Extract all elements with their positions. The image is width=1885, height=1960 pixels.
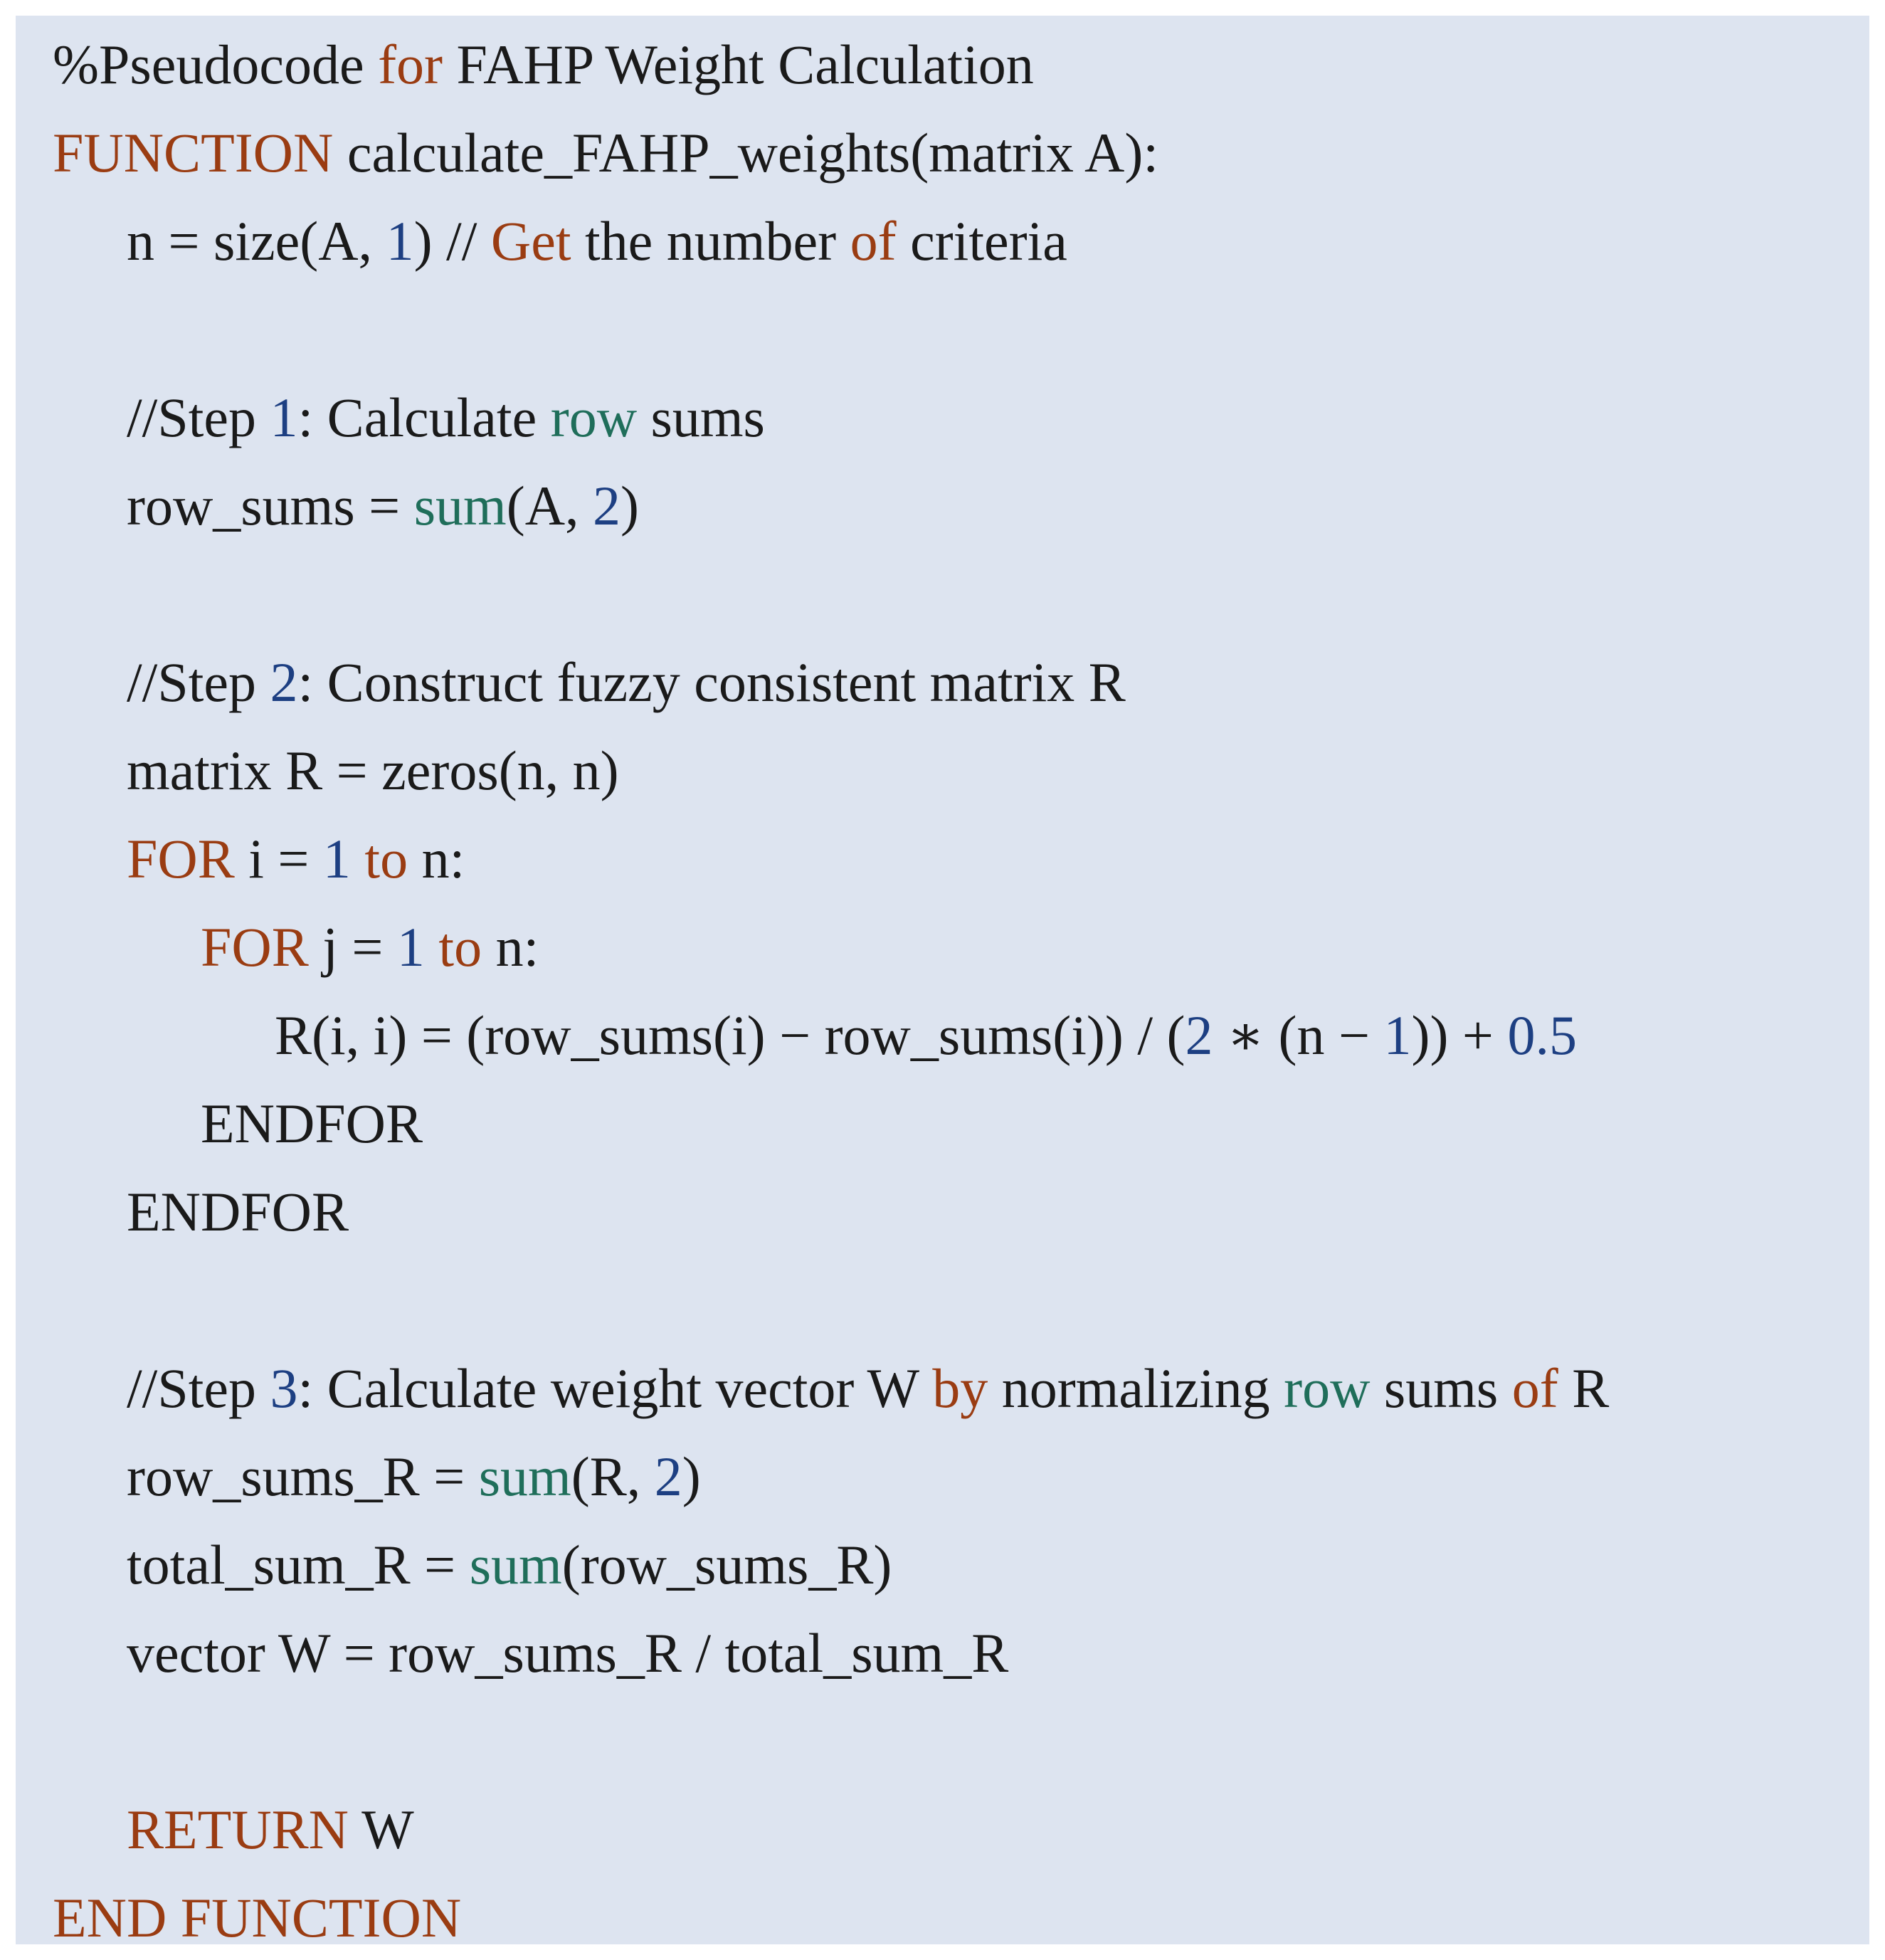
code-token: the number xyxy=(571,210,850,272)
code-line xyxy=(127,1622,1009,1684)
code-token: 2 xyxy=(270,651,298,713)
code-token: normalizing xyxy=(988,1357,1284,1419)
code-line xyxy=(127,739,619,801)
code-token: sum xyxy=(478,1445,571,1507)
code-token: 1 xyxy=(386,210,414,272)
code-line xyxy=(53,33,1034,95)
code-line xyxy=(127,210,1067,272)
code-token: vector W = row_sums_R / total_sum_R xyxy=(127,1622,1009,1684)
code-token: of xyxy=(850,210,897,272)
code-token: 2 xyxy=(1185,1004,1213,1066)
code-token: ) xyxy=(621,475,640,537)
code-token: row xyxy=(1284,1357,1371,1419)
code-line xyxy=(201,1092,423,1154)
code-token: 2 xyxy=(593,475,621,537)
code-token: ) xyxy=(682,1445,701,1507)
code-token: 1 xyxy=(322,828,351,890)
code-token: to xyxy=(364,828,408,890)
code-token: //Step xyxy=(127,651,270,713)
code-token: FUNCTION xyxy=(53,122,334,184)
code-token: 3 xyxy=(270,1357,298,1419)
code-token: Get xyxy=(490,210,571,272)
code-token: sums xyxy=(637,386,765,448)
code-token: row_sums = xyxy=(127,475,414,537)
code-token: matrix R = zeros(n, n) xyxy=(127,739,619,801)
code-line xyxy=(127,1445,701,1507)
code-token: row xyxy=(550,386,638,448)
code-token: (R, xyxy=(571,1445,655,1507)
code-token xyxy=(425,916,439,978)
code-token: //Step xyxy=(127,1357,270,1419)
code-token: W xyxy=(349,1798,414,1860)
code-token: 2 xyxy=(654,1445,682,1507)
code-line xyxy=(53,1887,462,1949)
code-line xyxy=(127,828,465,890)
code-token: FAHP Weight Calculation xyxy=(443,33,1034,95)
code-token: total_sum_R = xyxy=(127,1534,470,1596)
code-token: j = xyxy=(308,916,397,978)
code-token: )) + xyxy=(1411,1004,1508,1066)
pseudocode-panel xyxy=(16,16,1869,1949)
code-line xyxy=(127,1534,892,1596)
code-line xyxy=(201,916,539,978)
code-token: criteria xyxy=(896,210,1067,272)
code-token: row_sums_R = xyxy=(127,1445,479,1507)
code-line xyxy=(127,475,640,537)
code-token: 1 xyxy=(396,916,425,978)
code-token: //Step xyxy=(127,386,270,448)
code-line xyxy=(127,1357,1610,1419)
code-token: FOR xyxy=(201,916,309,978)
code-token: n = size(A, xyxy=(127,210,386,272)
code-token: END FUNCTION xyxy=(53,1887,462,1949)
code-token: : Calculate weight vector W xyxy=(297,1357,933,1419)
code-token: 1 xyxy=(270,386,298,448)
code-token: by xyxy=(932,1357,988,1419)
code-token: n: xyxy=(482,916,539,978)
code-token: RETURN xyxy=(127,1798,349,1860)
code-line xyxy=(53,122,1158,184)
code-token: to xyxy=(438,916,482,978)
code-token: sum xyxy=(413,475,507,537)
code-token: R xyxy=(1558,1357,1610,1419)
code-token: (A, xyxy=(506,475,593,537)
code-token: FOR xyxy=(127,828,235,890)
code-token: of xyxy=(1511,1357,1558,1419)
code-line xyxy=(127,1181,349,1243)
code-line xyxy=(127,651,1126,713)
code-token: : Calculate xyxy=(297,386,551,448)
code-token: ENDFOR xyxy=(127,1181,349,1243)
code-token: 0.5 xyxy=(1507,1004,1577,1066)
code-token: sums xyxy=(1370,1357,1512,1419)
code-token: R(i, i) = (row_sums(i) − row_sums(i)) / ( xyxy=(275,1004,1186,1066)
code-token: n: xyxy=(408,828,465,890)
code-token: i = xyxy=(234,828,323,890)
code-token: calculate_FAHP_weights(matrix A): xyxy=(333,122,1158,184)
code-token: (row_sums_R) xyxy=(561,1534,892,1596)
code-line xyxy=(127,1798,414,1860)
code-token: ) // xyxy=(413,210,491,272)
code-token: sum xyxy=(469,1534,562,1596)
code-token: for xyxy=(378,33,443,95)
code-token xyxy=(351,828,365,890)
code-token: 1 xyxy=(1383,1004,1412,1066)
code-token: ∗ (n − xyxy=(1213,1004,1384,1066)
code-line xyxy=(275,1004,1577,1066)
code-token: ENDFOR xyxy=(201,1092,423,1154)
code-line xyxy=(127,386,765,448)
code-token: %Pseudocode xyxy=(53,33,379,95)
code-token: : Construct fuzzy consistent matrix R xyxy=(297,651,1126,713)
